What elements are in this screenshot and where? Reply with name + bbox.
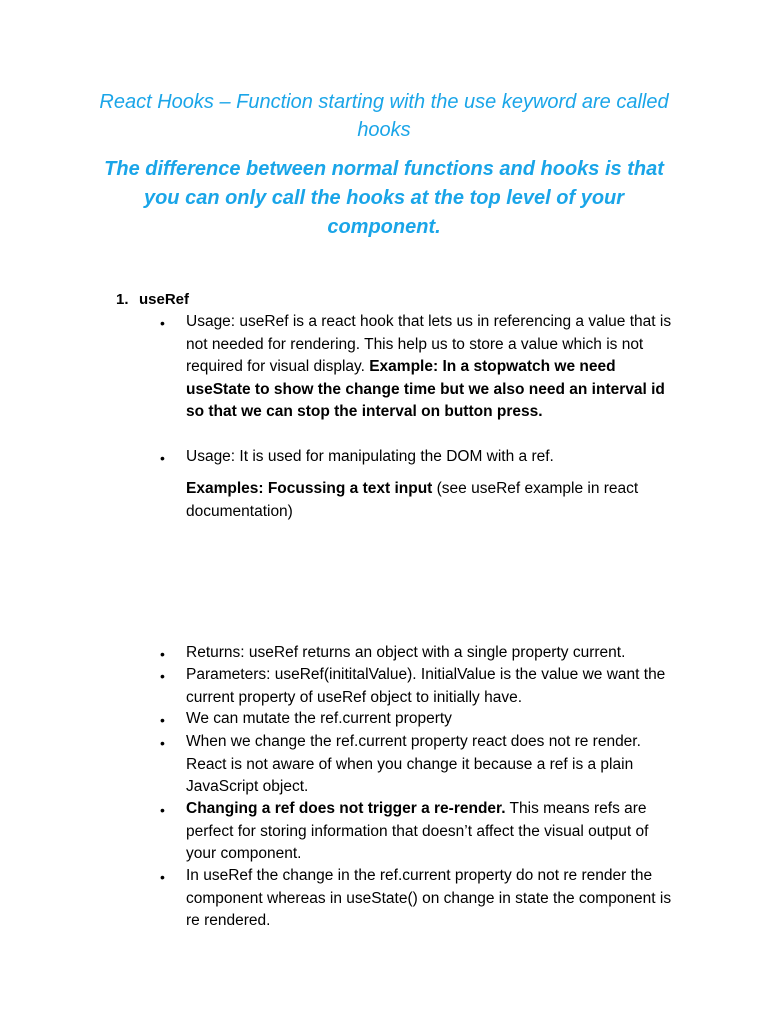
usage-example: Example: In a stopwatch we need useState to show the change time but we also need an interval id so that we can stop the interval on button press. (186, 358, 665, 420)
section-heading (116, 290, 189, 310)
example-paragraph (186, 478, 678, 523)
bullet-icon: • (160, 450, 165, 466)
list-item: Usage: It is used for manipulating the DOM with a ref. (186, 448, 554, 465)
page-subtitle: The difference between normal functions and hooks is that you can only call the hooks at the top level of your component. (104, 158, 664, 238)
example-label: Examples: Focussing a text input (186, 480, 433, 497)
page-title: React Hooks – Function starting with the use keyword are called hooks (99, 91, 669, 141)
list-item: We can mutate the ref.current property (186, 710, 452, 727)
list-item: Returns: useRef returns an object with a single property current. (186, 644, 626, 661)
section-title: useRef (139, 291, 190, 308)
example-text: (see useRef example in react documentation) (186, 480, 639, 520)
bullet-icon: • (160, 668, 165, 684)
list-item: Parameters: useRef(inititalValue). InitialValue is the value we want the current property of useRef object to initially have. (186, 666, 666, 706)
bullet-icon: • (160, 646, 165, 662)
trigger-label: Changing a ref does not trigger a re-render. (186, 800, 506, 817)
section-number: 1. (116, 291, 129, 308)
bullet-icon: • (160, 735, 165, 751)
list-item: In useRef the change in the ref.current property do not re render the component whereas in useState() on change in state the component is re rendered. (186, 867, 672, 929)
trigger-text: This means refs are perfect for storing information that doesn’t affect the visual output of your component. (186, 800, 649, 862)
list-item (186, 311, 678, 424)
bullet-icon: • (160, 869, 165, 885)
usage-text: Usage: useRef is a react hook that lets us in referencing a value that is not needed for rendering. This help us to store a value which is not required for visual display. (186, 313, 672, 375)
bullet-icon: • (160, 712, 165, 728)
bullet-icon: • (160, 802, 165, 818)
list-item (186, 798, 678, 866)
bullet-icon: • (160, 315, 165, 331)
list-item: When we change the ref.current property react does not re render. React is not aware of when you change it because a ref is a plain JavaScript object. (186, 733, 641, 795)
